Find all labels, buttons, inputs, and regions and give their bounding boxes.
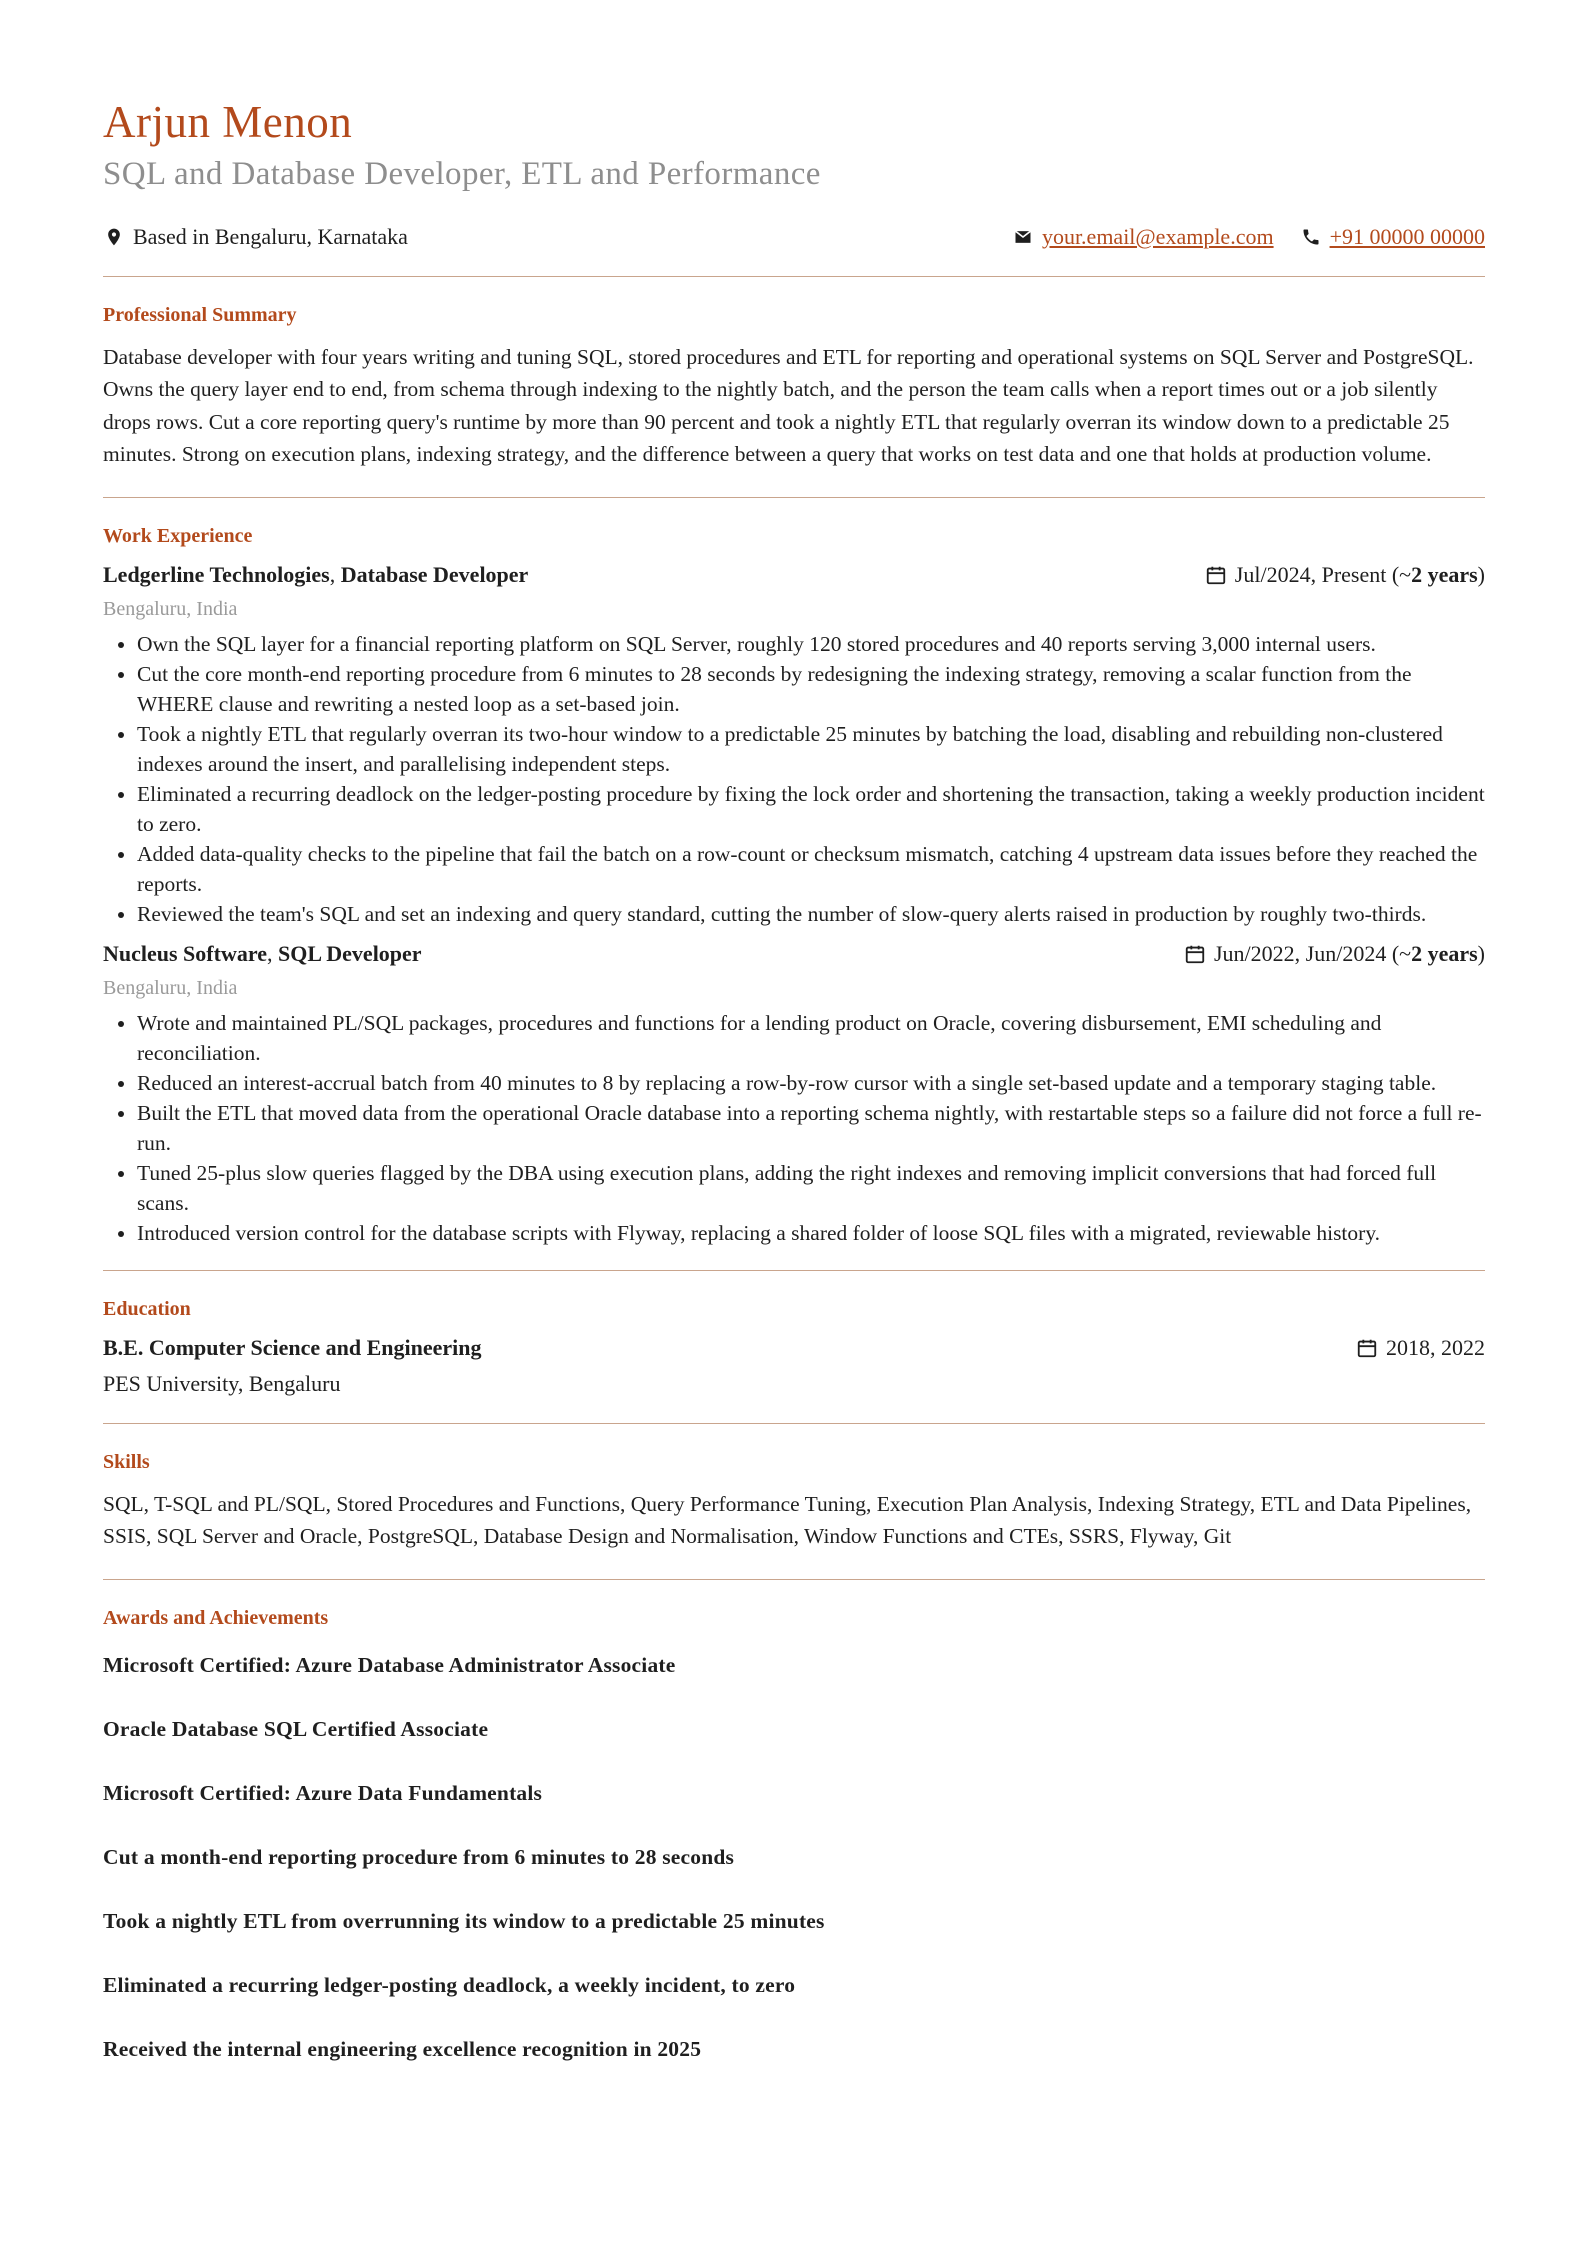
- contact-row: [103, 224, 1485, 250]
- calendar-icon: [1184, 943, 1206, 965]
- list-item: • Took a nightly ETL that regularly overran its two-hour window to a predictable 25 minutes by batching the load, disabling and rebuilding non-clustered indexes around the insert, and parallelising independent steps.: [137, 719, 1485, 779]
- summary-text: Database developer with four years writing and tuning SQL, stored procedures and ETL for reporting and operational systems on SQL Server and PostgreSQL. Owns the query layer end to end, from schema through indexing to the nightly batch, and the person the team calls when a report times out or a job silently drops rows. Cut a core reporting query's runtime by more than 90 percent and took a nightly ETL that regularly overran its window down to a predictable 25 minutes. Strong on execution plans, indexing strategy, and the difference between a query that works on test data and one that holds at production volume.: [103, 344, 1474, 467]
- section-title-awards: Awards and Achievements: [103, 1606, 329, 1629]
- list-item: • Own the SQL layer for a financial reporting platform on SQL Server, roughly 120 stored procedures and 40 reports serving 3,000 internal users.: [137, 629, 1485, 659]
- list-item: Oracle Database SQL Certified Associate: [103, 1716, 489, 1741]
- calendar-icon: [1356, 1337, 1378, 1359]
- section-title-summary: Professional Summary: [103, 303, 297, 326]
- education-dates: [1356, 1335, 1485, 1361]
- job-header: [103, 562, 1485, 588]
- phone-contact: [1300, 224, 1485, 250]
- list-item: • Reviewed the team's SQL and set an indexing and query standard, cutting the number of slow-query alerts raised in production by roughly two-thirds.: [137, 899, 1485, 929]
- skills-section: [103, 1424, 1485, 1579]
- list-item: Eliminated a recurring ledger-posting deadlock, a weekly incident, to zero: [103, 1972, 796, 1997]
- list-item: • Added data-quality checks to the pipeline that fail the batch on a row-count or checksum mismatch, catching 4 upstream data issues before they reached the reports.: [137, 839, 1485, 899]
- email-contact: [1012, 224, 1274, 250]
- job-bullets: [103, 629, 1485, 929]
- school-name: PES University, Bengaluru: [103, 1370, 341, 1396]
- company-name: Nucleus Software: [103, 940, 267, 966]
- date-range: 2018, 2022: [1386, 1334, 1485, 1360]
- section-title-skills: Skills: [103, 1450, 150, 1473]
- awards-list: [103, 1650, 1485, 2064]
- date-range: Jun/2022, Jun/2024 (~: [1214, 940, 1412, 966]
- skills-text: SQL, T-SQL and PL/SQL, Stored Procedures and Functions, Query Performance Tuning, Execution Plan Analysis, Indexing Strategy, ETL and Data Pipelines, SSIS, SQL Server and Oracle, PostgreSQL, Database Design and Normalisation, Window Functions and CTEs, SSRS, Flyway, Git: [103, 1491, 1472, 1549]
- job-dates: Jul/2024, Present (~ 2 years ): [1205, 562, 1485, 588]
- list-item: • Eliminated a recurring deadlock on the ledger-posting procedure by fixing the lock order and shortening the transaction, taking a weekly production incident to zero.: [137, 779, 1485, 839]
- location-text: Based in Bengaluru, Karnataka: [133, 223, 408, 249]
- list-item: Microsoft Certified: Azure Data Fundamentals: [103, 1780, 543, 1805]
- job-title: Nucleus Software, SQL Developer: [103, 940, 422, 966]
- company-name: Ledgerline Technologies: [103, 561, 330, 587]
- list-item: Microsoft Certified: Azure Database Administrator Associate: [103, 1652, 676, 1677]
- job-dates: Jun/2022, Jun/2024 (~ 2 years ): [1184, 941, 1485, 967]
- envelope-icon: [1012, 226, 1034, 248]
- duration: 2 years: [1411, 561, 1478, 587]
- role-name: SQL Developer: [277, 940, 422, 966]
- list-item: • Cut the core month-end reporting procedure from 6 minutes to 28 seconds by redesigning the indexing strategy, removing a scalar function from the WHERE clause and rewriting a nested loop as a set-based join.: [137, 659, 1485, 719]
- list-item: • Built the ETL that moved data from the operational Oracle database into a reporting schema nightly, with restartable steps so a failure did not force a full re-run.: [137, 1098, 1485, 1158]
- degree-name: B.E. Computer Science and Engineering: [103, 1334, 482, 1360]
- phone-link[interactable]: +91 00000 00000: [1329, 223, 1485, 249]
- list-item: Cut a month-end reporting procedure from 6 minutes to 28 seconds: [103, 1844, 735, 1869]
- job-entry: [103, 562, 1485, 929]
- candidate-name: Arjun Menon: [103, 97, 353, 147]
- location-pin-icon: [103, 226, 125, 248]
- job-location: Bengaluru, India: [103, 597, 238, 620]
- list-item: Took a nightly ETL from overrunning its window to a predictable 25 minutes: [103, 1908, 825, 1933]
- section-title-experience: Work Experience: [103, 524, 253, 547]
- job-bullets: [103, 1008, 1485, 1248]
- phone-icon: [1300, 226, 1322, 248]
- education-section: [103, 1271, 1485, 1423]
- list-item: • Tuned 25-plus slow queries flagged by the DBA using execution plans, adding the right indexes and removing implicit conversions that had forced full scans.: [137, 1158, 1485, 1218]
- job-header: [103, 941, 1485, 967]
- email-link[interactable]: your.email@example.com: [1041, 223, 1274, 249]
- contact-location: [103, 224, 408, 250]
- list-item: Received the internal engineering excellence recognition in 2025: [103, 2036, 702, 2061]
- job-entry: [103, 941, 1485, 1248]
- education-header: [103, 1335, 1485, 1361]
- list-item: • Introduced version control for the database scripts with Flyway, replacing a shared folder of loose SQL files with a migrated, reviewable history.: [137, 1218, 1485, 1248]
- section-title-education: Education: [103, 1297, 191, 1320]
- candidate-headline: SQL and Database Developer, ETL and Performance: [103, 155, 821, 192]
- calendar-icon: [1205, 564, 1227, 586]
- job-title: Ledgerline Technologies, Database Developer: [103, 561, 529, 587]
- summary-section: [103, 277, 1485, 497]
- awards-section: [103, 1580, 1485, 2090]
- duration: 2 years: [1411, 940, 1478, 966]
- role-name: Database Developer: [340, 561, 529, 587]
- experience-section: [103, 498, 1485, 1270]
- job-location: Bengaluru, India: [103, 976, 238, 999]
- list-item: • Wrote and maintained PL/SQL packages, procedures and functions for a lending product on Oracle, covering disbursement, EMI scheduling and reconciliation.: [137, 1008, 1485, 1068]
- contact-links: [1012, 224, 1485, 250]
- list-item: • Reduced an interest-accrual batch from 40 minutes to 8 by replacing a row-by-row cursor with a single set-based update and a temporary staging table.: [137, 1068, 1485, 1098]
- date-range: Jul/2024, Present (~: [1234, 561, 1412, 587]
